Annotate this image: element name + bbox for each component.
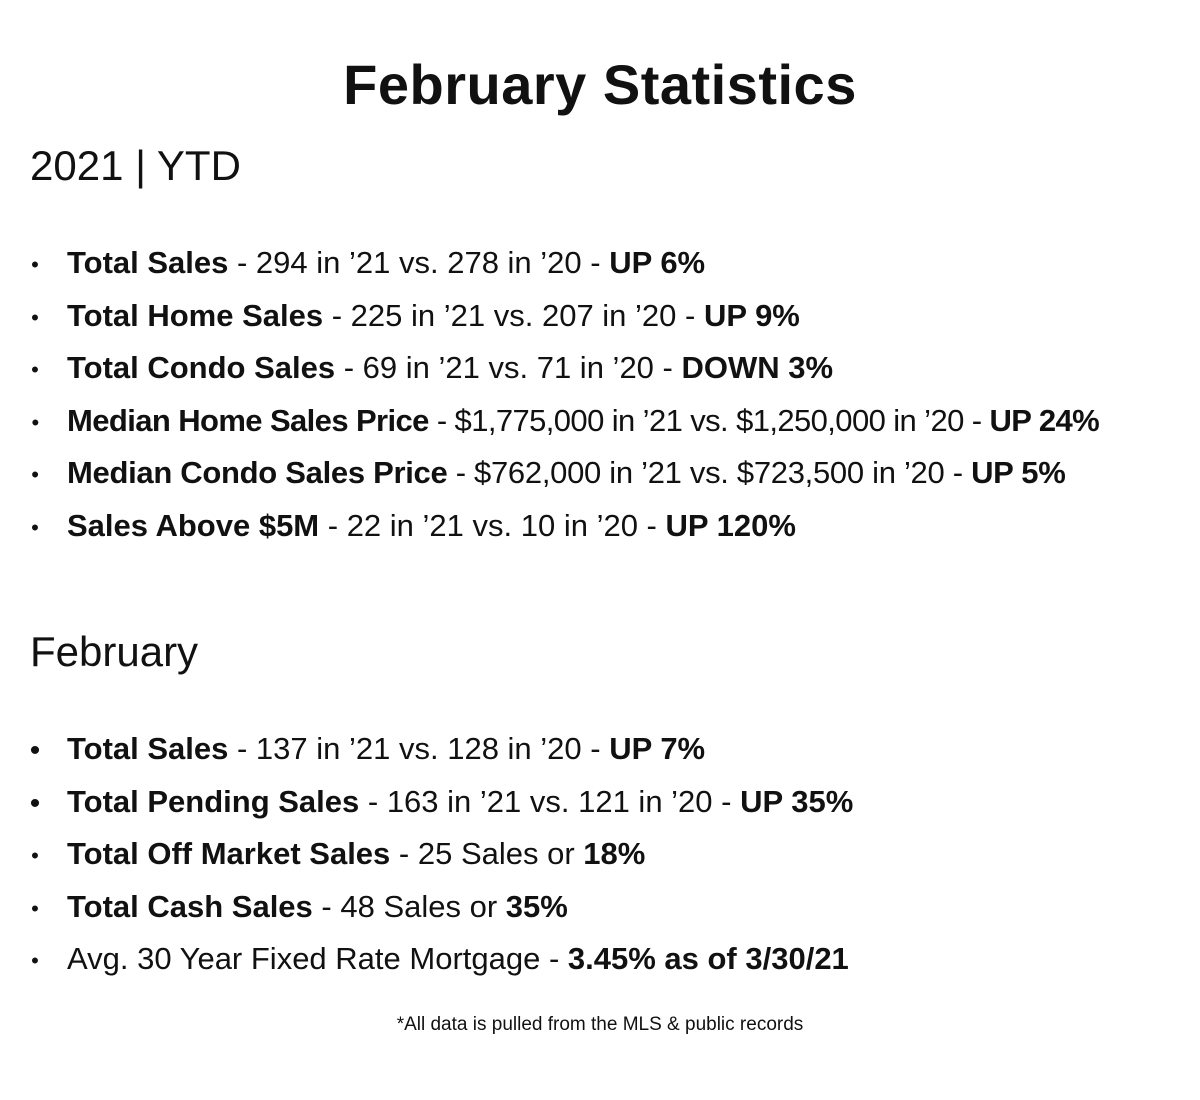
stat-label: Total Sales	[67, 731, 229, 766]
stat-item-total-off-market-sales	[0, 831, 853, 884]
stat-change: UP 120%	[665, 507, 796, 543]
bullet-icon: •	[31, 409, 39, 435]
stat-item-total-cash-sales	[0, 884, 853, 937]
stat-label: Total Home Sales	[67, 297, 324, 333]
stat-item-median-condo-sales-price	[0, 450, 1099, 503]
bullet-icon: •	[31, 304, 39, 330]
bullet-icon: •	[31, 895, 39, 921]
bullet-icon: •	[29, 734, 41, 767]
stat-item-total-condo-sales	[0, 345, 1099, 398]
stat-detail: - 22 in ’21 vs. 10 in ’20 -	[319, 507, 666, 543]
stat-item-total-pending-sales	[0, 779, 853, 832]
stat-item-median-home-sales-price	[0, 398, 1099, 451]
stat-item-total-sales	[0, 240, 1099, 293]
stat-label: Sales Above $5M	[67, 507, 320, 543]
stat-change: 35%	[505, 888, 568, 924]
stat-change: DOWN 3%	[681, 350, 834, 386]
bullet-icon: •	[31, 462, 39, 488]
stat-detail: - 69 in ’21 vs. 71 in ’20 -	[335, 350, 682, 386]
ytd-section-heading: 2021 | YTD	[30, 142, 241, 189]
stat-detail: - $1,775,000 in ’21 vs. $1,250,000 in ’20 -	[428, 402, 990, 438]
bullet-icon: •	[31, 252, 39, 277]
stat-detail: - 163 in ’21 vs. 121 in ’20 -	[359, 783, 741, 819]
stat-detail: - 137 in ’21 vs. 128 in ’20 -	[228, 731, 610, 766]
stat-change: UP 35%	[740, 783, 854, 819]
stat-item-avg-mortgage-rate	[0, 936, 853, 989]
stat-change: 18%	[583, 836, 646, 872]
stat-label: Total Sales	[67, 245, 229, 280]
stat-item-total-sales	[0, 726, 853, 779]
stat-label: Total Cash Sales	[67, 888, 313, 924]
bullet-icon: •	[31, 843, 39, 869]
stat-change: UP 24%	[989, 402, 1100, 438]
bullet-icon: •	[31, 357, 39, 383]
stat-detail: - 225 in ’21 vs. 207 in ’20 -	[323, 297, 704, 333]
stat-change: UP 7%	[609, 731, 706, 766]
stat-label: Total Off Market Sales	[67, 836, 391, 872]
bullet-icon: •	[31, 514, 39, 540]
stat-detail: - $762,000 in ’21 vs. $723,500 in ’20 -	[447, 455, 972, 491]
stat-detail: - 48 Sales or	[312, 888, 506, 924]
stat-detail: Avg. 30 Year Fixed Rate Mortgage -	[67, 941, 568, 977]
bullet-icon: •	[31, 948, 39, 974]
stat-detail: - 294 in ’21 vs. 278 in ’20 -	[228, 245, 610, 280]
stat-label: Median Condo Sales Price	[67, 455, 448, 491]
february-section-heading: February	[30, 628, 199, 675]
stat-label: Total Pending Sales	[67, 783, 360, 819]
february-stat-list	[0, 726, 853, 989]
stat-label: Total Condo Sales	[67, 350, 336, 386]
stat-change: 3.45% as of 3/30/21	[567, 941, 849, 977]
stat-change: UP 9%	[703, 297, 800, 333]
stat-change: UP 5%	[971, 455, 1066, 491]
footnote: *All data is pulled from the MLS & public records	[396, 1014, 804, 1035]
stat-item-sales-above-5m	[0, 503, 1099, 556]
ytd-stat-list	[0, 240, 1099, 556]
bullet-icon: •	[29, 786, 41, 820]
stat-change: UP 6%	[609, 245, 706, 280]
page-title: February Statistics	[343, 53, 857, 116]
stat-label: Median Home Sales Price	[67, 402, 429, 438]
stat-item-total-home-sales	[0, 293, 1099, 346]
stat-detail: - 25 Sales or	[390, 836, 584, 872]
